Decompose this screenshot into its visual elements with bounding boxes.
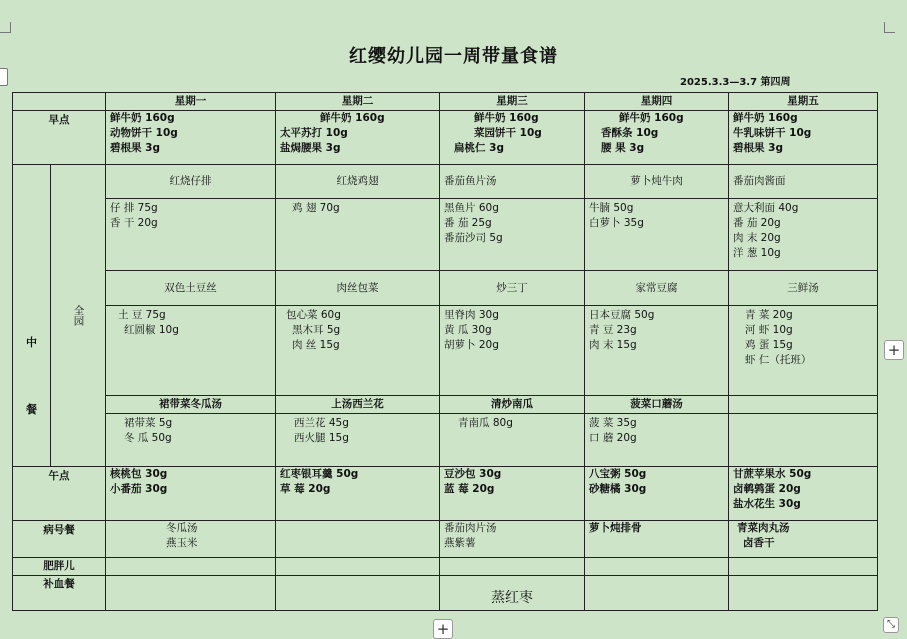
lunch-side-dish-row xyxy=(13,271,878,306)
breakfast-cell: 鲜牛奶 160g 牛乳味饼干 10g 碧根果 3g xyxy=(729,111,878,165)
side-dish-name: 炒三丁 xyxy=(440,271,585,306)
weekly-menu-table xyxy=(12,92,878,611)
afternoon-label: 午点 xyxy=(13,467,106,521)
afternoon-cell: 豆沙包 30g 蓝 莓 20g xyxy=(440,467,585,521)
sick-meal-cell: 冬瓜汤 燕玉米 xyxy=(106,521,276,558)
main-dish-name: 红烧鸡翅 xyxy=(276,165,440,199)
main-dish-name: 番茄肉酱面 xyxy=(729,165,878,199)
menu-title: 红缨幼儿园一周带量食谱 xyxy=(349,46,558,67)
main-dish-ingredients: 意大利面 40g 番 茄 20g 肉 末 20g 洋 葱 10g xyxy=(729,199,878,271)
side-dish-name: 双色土豆丝 xyxy=(106,271,276,306)
side-dish-ingredients: 包心菜 60g 黑木耳 5g 肉 丝 15g xyxy=(276,306,440,396)
lunch-main-ingredient-row xyxy=(13,199,878,271)
obese-row xyxy=(13,558,878,576)
soup-name xyxy=(729,396,878,414)
sick-meal-cell: 番茄肉片汤 燕紫薯 xyxy=(440,521,585,558)
add-row-plus-icon[interactable]: + xyxy=(433,619,453,639)
day-header: 星期一 xyxy=(106,93,276,111)
soup-ingredients xyxy=(729,414,878,467)
side-dish-ingredients: 青 菜 20g 河 虾 10g 鸡 蛋 15g 虾 仁（托班） xyxy=(729,306,878,396)
afternoon-cell: 红枣银耳羹 50g 草 莓 20g xyxy=(276,467,440,521)
sick-meal-cell: 青菜肉丸汤 卤香干 xyxy=(729,521,878,558)
afternoon-cell: 甘蔗苹果水 50g 卤鹌鹑蛋 20g 盐水花生 30g xyxy=(729,467,878,521)
lunch-main-dish-row xyxy=(13,165,878,199)
main-dish-ingredients: 鸡 翅 70g xyxy=(276,199,440,271)
page-corner-mark xyxy=(884,22,895,33)
lunch-scope-label: 全园 xyxy=(51,165,106,467)
sick-meal-row xyxy=(13,521,878,558)
side-dish-ingredients: 土 豆 75g 红圆椒 10g xyxy=(106,306,276,396)
day-header: 星期五 xyxy=(729,93,878,111)
main-dish-name: 红烧仔排 xyxy=(106,165,276,199)
obese-label: 肥胖儿 xyxy=(13,558,106,576)
main-dish-ingredients: 牛腩 50g 白萝卜 35g xyxy=(585,199,729,271)
main-dish-ingredients: 黑鱼片 60g 番 茄 25g 番茄沙司 5g xyxy=(440,199,585,271)
afternoon-cell: 八宝粥 50g 砂糖橘 30g xyxy=(585,467,729,521)
soup-name: 裙带菜冬瓜汤 xyxy=(106,396,276,414)
breakfast-cell: 鲜牛奶 160g 动物饼干 10g 碧根果 3g xyxy=(106,111,276,165)
afternoon-cell: 核桃包 30g 小番茄 30g xyxy=(106,467,276,521)
side-tab-handle[interactable] xyxy=(0,68,8,86)
lunch-label: 中 餐 xyxy=(13,165,51,467)
day-header: 星期三 xyxy=(440,93,585,111)
breakfast-row xyxy=(13,111,878,165)
afternoon-row xyxy=(13,467,878,521)
soup-name: 菠菜口蘑汤 xyxy=(585,396,729,414)
breakfast-cell: 鲜牛奶 160g 菜园饼干 10g 扁桃仁 3g xyxy=(440,111,585,165)
soup-name: 上汤西兰花 xyxy=(276,396,440,414)
anemia-row xyxy=(13,576,878,611)
soup-ingredients: 西兰花 45g 西火腿 15g xyxy=(276,414,440,467)
side-dish-name: 家常豆腐 xyxy=(585,271,729,306)
header-row xyxy=(13,93,878,111)
side-dish-name: 肉丝包菜 xyxy=(276,271,440,306)
side-dish-name: 三鲜汤 xyxy=(729,271,878,306)
soup-name: 清炒南瓜 xyxy=(440,396,585,414)
breakfast-label: 早点 xyxy=(13,111,106,165)
anemia-cell: 蒸红枣 xyxy=(440,576,585,611)
sick-meal-cell xyxy=(276,521,440,558)
side-dish-ingredients: 日本豆腐 50g 青 豆 23g 肉 末 15g xyxy=(585,306,729,396)
main-dish-ingredients: 仔 排 75g 香 干 20g xyxy=(106,199,276,271)
side-dish-ingredients: 里脊肉 30g 黄 瓜 30g 胡萝卜 20g xyxy=(440,306,585,396)
sick-meal-cell: 萝卜炖排骨 xyxy=(585,521,729,558)
soup-ingredients: 裙带菜 5g 冬 瓜 50g xyxy=(106,414,276,467)
add-column-plus-icon[interactable]: + xyxy=(884,340,904,360)
lunch-side-ingredient-row xyxy=(13,306,878,396)
breakfast-cell: 鲜牛奶 160g 太平苏打 10g 盐焗腰果 3g xyxy=(276,111,440,165)
lunch-soup-row xyxy=(13,396,878,414)
corner-cell xyxy=(13,93,106,111)
sick-meal-label: 病号餐 xyxy=(13,521,106,558)
page-corner-mark xyxy=(0,22,11,33)
date-range: 2025.3.3—3.7 第四周 xyxy=(680,77,791,88)
soup-ingredients: 菠 菜 35g 口 蘑 20g xyxy=(585,414,729,467)
breakfast-cell: 鲜牛奶 160g 香酥条 10g 腰 果 3g xyxy=(585,111,729,165)
main-dish-name: 番茄鱼片汤 xyxy=(440,165,585,199)
day-header: 星期二 xyxy=(276,93,440,111)
lunch-soup-ingredient-row xyxy=(13,414,878,467)
main-dish-name: 萝卜炖牛肉 xyxy=(585,165,729,199)
anemia-label: 补血餐 xyxy=(13,576,106,611)
resize-handle-icon[interactable]: ⤡ xyxy=(883,617,899,633)
day-header: 星期四 xyxy=(585,93,729,111)
soup-ingredients: 青南瓜 80g xyxy=(440,414,585,467)
